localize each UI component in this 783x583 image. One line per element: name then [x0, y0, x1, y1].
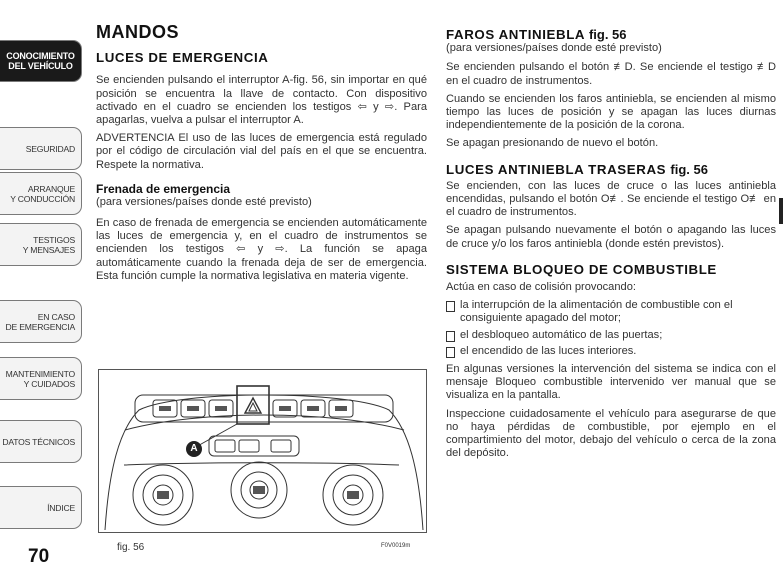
bullet-list	[446, 299, 776, 358]
dashboard-figure	[98, 369, 427, 533]
paragraph: Inspeccione cuidadosamente el vehículo para asegurarse de que no haya pérdidas de combustible, por ejemplo en el compartimiento del motor, debajo del vehículo o cerca de la zona del depósito.	[446, 407, 776, 460]
tab-mantenimiento-y-cuidados[interactable]	[0, 357, 82, 400]
right-column	[446, 28, 776, 465]
figure-reference: fig. 56	[588, 27, 627, 42]
tab-label: ARRANQUE Y CONDUCCIÓN	[10, 183, 75, 204]
tab-label: DATOS TÉCNICOS	[2, 436, 75, 447]
paragraph: En algunas versiones la intervención del sistema se indica con el mensaje Bloqueo combustible intervenido ver manual que se visualiza en la pantalla.	[446, 363, 776, 402]
tab-label: TESTIGOS Y MENSAJES	[22, 234, 75, 255]
tab-arranque-y-conduccion[interactable]	[0, 172, 82, 215]
tab-testigos-y-mensajes[interactable]	[0, 223, 82, 266]
figure-caption: fig. 56	[117, 542, 145, 553]
section-title-sistema-bloqueo: SISTEMA BLOQUEO DE COMBUSTIBLE	[446, 261, 717, 277]
tab-conocimiento-del-vehiculo[interactable]	[0, 40, 82, 82]
paragraph: Actúa en caso de colisión provocando:	[446, 281, 636, 294]
tab-label: CONOCIMIENTO DEL VEHÍCULO	[6, 51, 75, 71]
paragraph: Cuando se encienden los faros antiniebla, se encienden al mismo tiempo las luces de posición y se apagan las luces diurnas independientemente de la posición de la corona.	[446, 92, 776, 132]
left-column	[96, 22, 427, 288]
page-edge-marker	[779, 198, 783, 224]
paragraph: Se encienden, con las luces de cruce o las luces antiniebla encendidas, pulsando el botón O≢. Se enciende el testigo O≢ en el cuadro de instrumentos.	[446, 179, 776, 219]
tab-indice[interactable]	[0, 486, 82, 529]
section-subtitle: (para versiones/países donde esté previsto)	[446, 42, 662, 55]
section-title-luces-antiniebla-traseras	[446, 163, 776, 176]
tab-datos-tecnicos[interactable]	[0, 420, 82, 463]
paragraph: Se encienden pulsando el botón ≢D. Se enciende el testigo ≢D en el cuadro de instrumentos.	[446, 61, 776, 87]
paragraph: Se encienden pulsando el interruptor A-fig. 56, sin importar en qué posición se encuentra la llave de contacto. Con dispositivo activado en el cuadro se encienden los testigos ⇦ y ⇨. Para apagarlas, vuelva a pulsar el interruptor A.	[96, 74, 427, 127]
page-number: 70	[28, 546, 50, 567]
page-title: MANDOS	[96, 22, 179, 42]
figure-code: F0V0019m	[381, 543, 411, 549]
figure-reference: fig. 56	[670, 161, 708, 177]
section-title-frenada: Frenada de emergencia	[96, 181, 231, 196]
callout-a-label: A	[190, 443, 198, 454]
list-item: la interrupción de la alimentación de combustible con el consiguiente apagado del motor;	[446, 299, 776, 325]
list-item: el desbloqueo automático de las puertas;	[446, 329, 776, 342]
paragraph: En caso de frenada de emergencia se encienden automáticamente las luces de emergencia y, en el cuadro de instrumentos se encienden los testigos ⇦ y ⇨. La función se apaga automáticamente cuando la frenada deja de ser de emergencia. Esta función cumple la normativa legislativa en materia vigente.	[96, 217, 427, 282]
tab-label: SEGURIDAD	[25, 143, 75, 154]
section-title-luces-emergencia: LUCES DE EMERGENCIA	[96, 50, 269, 66]
section-subtitle: (para versiones/países donde esté previsto)	[96, 195, 312, 208]
tab-label: EN CASO DE EMERGENCIA	[5, 311, 75, 332]
tab-label: MANTENIMIENTO Y CUIDADOS	[5, 368, 75, 389]
paragraph: Se apagan presionando de nuevo el botón.	[446, 137, 659, 150]
section-title-text: FAROS ANTINIEBLA	[446, 27, 585, 42]
tab-en-caso-de-emergencia[interactable]	[0, 300, 82, 343]
list-item: el encendido de las luces interiores.	[446, 345, 776, 358]
section-title-text: LUCES ANTINIEBLA TRASERAS	[446, 161, 667, 177]
tab-seguridad[interactable]	[0, 127, 82, 170]
tab-label: ÍNDICE	[47, 502, 75, 513]
paragraph: Se apagan pulsando nuevamente el botón o apagando las luces de cruce y/o los faros antiniebla (donde estén previstos).	[446, 224, 776, 250]
section-title-faros-antiniebla	[446, 28, 776, 41]
dashboard-illustration	[99, 370, 427, 533]
paragraph-advertencia: ADVERTENCIA El uso de las luces de emergencia está regulado por el código de circulación vial del país en el que se encuentra. Respete la normativa.	[96, 132, 427, 171]
